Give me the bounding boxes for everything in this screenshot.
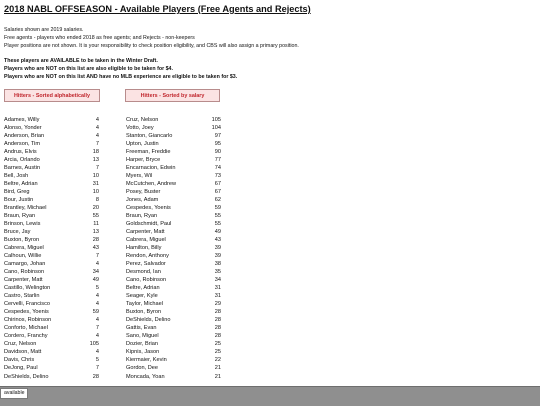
player-salary: 49	[214, 228, 221, 235]
player-name: Cano, Robinson	[126, 277, 167, 284]
player-name: Camargo, Johan	[4, 261, 46, 268]
player-salary: 5	[95, 285, 99, 292]
sheet-tab-available[interactable]: available	[0, 388, 28, 399]
player-name: Castro, Starlin	[4, 293, 40, 300]
page-title: 2018 NABL OFFSEASON - Available Players (Free Agents and Rejects)	[4, 4, 311, 14]
player-name: Calhoun, Willie	[4, 253, 42, 260]
player-name: Jones, Adam	[126, 196, 159, 203]
player-name: Cabrera, Miguel	[126, 236, 166, 243]
player-salary: 97	[214, 132, 221, 139]
player-salary: 77	[214, 156, 221, 163]
intro-free-agents-note: Free agents - players who ended 2018 as free agents; and Rejects - non-keepers	[4, 35, 195, 41]
player-salary: 4	[95, 317, 99, 324]
player-name: Andrus, Elvis	[4, 148, 37, 155]
player-salary: 4	[95, 349, 99, 356]
player-name: Hamilton, Billy	[126, 245, 162, 251]
player-row	[126, 180, 221, 188]
player-name: Carpenter, Matt	[4, 277, 43, 284]
player-row	[4, 252, 99, 260]
player-row	[4, 188, 99, 196]
player-name: Kipnis, Jason	[126, 349, 160, 356]
player-row	[4, 132, 99, 140]
player-name: Conforto, Michael	[4, 325, 48, 332]
player-name: Davis, Chris	[4, 357, 35, 364]
player-row	[4, 124, 99, 132]
player-row	[126, 260, 221, 268]
player-salary: 13	[92, 228, 99, 235]
player-salary: 7	[95, 140, 99, 147]
player-name: Braun, Ryan	[4, 212, 36, 219]
player-name: Stanton, Giancarlo	[126, 132, 173, 139]
player-salary: 4	[95, 132, 99, 139]
player-salary: 62	[214, 196, 221, 203]
player-name: DeShields, Delino	[126, 317, 171, 324]
player-salary: 73	[214, 172, 221, 179]
player-name: Taylor, Michael	[126, 301, 163, 308]
player-row	[126, 188, 221, 196]
player-name: Encarnacion, Edwin	[126, 164, 176, 171]
rule-four-dollars: Players who are NOT on this list are also eligible to be taken for $4.	[4, 66, 173, 72]
player-row	[126, 164, 221, 172]
player-row	[4, 284, 99, 292]
player-name: Seager, Kyle	[126, 293, 158, 300]
player-salary: 11	[93, 220, 99, 227]
player-name: Davidson, Matt	[4, 349, 42, 356]
player-salary: 7	[95, 164, 99, 171]
player-name: Myers, Wil	[126, 172, 153, 179]
player-row	[126, 356, 221, 364]
player-salary: 74	[214, 164, 221, 171]
player-row	[4, 348, 99, 356]
player-row	[126, 364, 221, 372]
player-name: Upton, Justin	[126, 140, 159, 147]
player-salary: 59	[214, 204, 221, 211]
player-row	[4, 172, 99, 180]
player-row	[4, 244, 99, 252]
player-salary: 29	[214, 301, 221, 308]
player-salary: 39	[214, 253, 221, 260]
player-salary: 7	[95, 325, 99, 332]
player-name: Gattis, Evan	[126, 325, 157, 332]
player-name: Cordero, Franchy	[4, 333, 48, 340]
player-name: Cruz, Nelson	[4, 341, 37, 348]
player-row	[126, 204, 221, 212]
player-row	[126, 148, 221, 156]
player-row	[4, 148, 99, 156]
player-name: Castillo, Welington	[4, 285, 51, 292]
player-salary: 55	[92, 212, 99, 219]
player-salary: 18	[92, 148, 99, 155]
player-name: Harper, Bryce	[126, 156, 161, 163]
player-salary: 31	[214, 293, 221, 300]
player-salary: 28	[214, 309, 221, 316]
player-row	[4, 316, 99, 324]
player-row	[126, 236, 221, 244]
player-name: Beltre, Adrian	[4, 180, 38, 187]
hitters-alphabetical-header: Hitters - Sorted alphabetically	[4, 89, 100, 102]
player-row	[4, 276, 99, 284]
player-salary: 43	[214, 236, 221, 243]
player-row	[126, 316, 221, 324]
player-row	[4, 268, 99, 276]
player-row	[4, 236, 99, 244]
player-name: McCutchen, Andrew	[126, 180, 177, 187]
player-salary: 67	[214, 180, 221, 187]
player-row	[126, 196, 221, 204]
rule-available: These players are AVAILABLE to be taken in the Winter Draft.	[4, 58, 158, 64]
player-name: Adames, Willy	[4, 116, 40, 123]
hitters-alphabetical-list	[4, 116, 99, 381]
player-row	[126, 172, 221, 180]
player-name: Buxton, Byron	[126, 309, 162, 316]
player-name: DeJong, Paul	[4, 365, 38, 372]
player-row	[126, 124, 221, 132]
player-salary: 95	[214, 140, 221, 147]
player-salary: 5	[95, 357, 99, 364]
sheet-tab-bar	[0, 386, 540, 406]
player-row	[4, 300, 99, 308]
player-name: Goldschmidt, Paul	[126, 220, 172, 227]
player-row	[4, 356, 99, 364]
player-row	[126, 252, 221, 260]
player-name: Gordon, Dee	[126, 365, 159, 372]
player-row	[4, 220, 99, 228]
player-name: Sano, Miguel	[126, 333, 159, 340]
player-row	[126, 228, 221, 236]
player-salary: 10	[92, 188, 99, 195]
player-row	[126, 300, 221, 308]
player-salary: 38	[214, 261, 221, 268]
player-salary: 21	[214, 365, 221, 372]
intro-salaries-note: Salaries shown are 2019 salaries.	[4, 27, 84, 33]
player-salary: 4	[95, 261, 99, 268]
player-row	[4, 212, 99, 220]
player-salary: 7	[95, 253, 99, 260]
player-row	[4, 228, 99, 236]
player-row	[126, 140, 221, 148]
player-salary: 25	[214, 349, 221, 356]
player-salary: 35	[214, 269, 221, 276]
player-salary: 7	[95, 365, 99, 372]
player-salary: 67	[214, 188, 221, 195]
player-name: Bird, Greg	[4, 188, 30, 195]
player-salary: 4	[95, 293, 99, 300]
player-salary: 28	[92, 373, 99, 380]
player-row	[126, 276, 221, 284]
player-row	[4, 180, 99, 188]
player-name: Brantley, Michael	[4, 204, 47, 211]
player-name: Rendon, Anthony	[126, 253, 169, 260]
player-name: Barnes, Austin	[4, 164, 41, 171]
player-row	[126, 292, 221, 300]
player-salary: 20	[92, 204, 99, 211]
player-salary: 4	[95, 301, 99, 308]
player-row	[126, 284, 221, 292]
player-salary: 105	[211, 116, 221, 123]
player-salary: 104	[211, 124, 221, 131]
player-salary: 25	[214, 341, 221, 348]
player-salary: 34	[214, 277, 221, 284]
player-row	[126, 132, 221, 140]
player-salary: 13	[92, 156, 99, 163]
player-name: Alonso, Yonder	[4, 124, 42, 131]
player-row	[4, 332, 99, 340]
player-row	[4, 260, 99, 268]
player-row	[4, 116, 99, 124]
player-row	[4, 156, 99, 164]
player-row	[126, 220, 221, 228]
player-row	[126, 268, 221, 276]
player-row	[126, 212, 221, 220]
player-row	[4, 373, 99, 381]
player-salary: 21	[214, 373, 221, 380]
player-name: Cespedes, Yoenis	[4, 309, 49, 316]
player-name: Bruce, Jay	[4, 228, 31, 235]
player-row	[4, 140, 99, 148]
player-row	[126, 308, 221, 316]
player-name: Bour, Justin	[4, 196, 34, 203]
player-salary: 28	[92, 236, 99, 243]
player-name: Posey, Buster	[126, 188, 161, 195]
player-row	[126, 340, 221, 348]
player-row	[126, 373, 221, 381]
player-salary: 4	[95, 124, 99, 131]
player-name: Freeman, Freddie	[126, 148, 171, 155]
player-row	[126, 332, 221, 340]
player-name: Carpenter, Matt	[126, 228, 165, 235]
player-row	[4, 324, 99, 332]
player-name: Cespedes, Yoenis	[126, 204, 171, 211]
player-salary: 105	[89, 341, 99, 348]
player-name: Buxton, Byron	[4, 236, 40, 243]
player-name: Kiermaier, Kevin	[126, 357, 167, 364]
hitters-salary-header: Hitters - Sorted by salary	[125, 89, 220, 102]
player-row	[4, 292, 99, 300]
hitters-salary-list	[126, 116, 221, 381]
player-name: Cabrera, Miguel	[4, 245, 44, 251]
player-salary: 28	[214, 333, 221, 340]
player-name: Anderson, Brian	[4, 132, 45, 139]
player-name: Bell, Josh	[4, 172, 29, 179]
player-row	[126, 244, 221, 252]
player-name: Anderson, Tim	[4, 140, 41, 147]
player-name: Moncada, Yoan	[126, 373, 165, 380]
player-row	[4, 340, 99, 348]
player-name: Braun, Ryan	[126, 212, 158, 219]
player-name: Beltre, Adrian	[126, 285, 160, 292]
player-salary: 31	[214, 285, 221, 292]
player-row	[4, 164, 99, 172]
player-salary: 10	[92, 172, 99, 179]
player-salary: 90	[214, 148, 221, 155]
player-name: DeShields, Delino	[4, 373, 49, 380]
player-name: Arcia, Orlando	[4, 156, 40, 163]
player-salary: 22	[214, 357, 221, 364]
player-salary: 28	[214, 317, 221, 324]
player-row	[126, 348, 221, 356]
intro-positions-note: Player positions are not shown. It is your responsibility to check position eligibility, and CBS will also assign a primary position.	[4, 43, 299, 49]
player-name: Desmond, Ian	[126, 269, 161, 276]
player-salary: 59	[92, 309, 99, 316]
player-salary: 8	[95, 196, 99, 203]
player-salary: 28	[214, 325, 221, 332]
player-salary: 55	[214, 212, 221, 219]
player-row	[126, 156, 221, 164]
player-name: Chirinos, Robinson	[4, 317, 52, 324]
player-row	[4, 196, 99, 204]
player-name: Cervelli, Francisco	[4, 301, 51, 308]
player-row	[126, 116, 221, 124]
player-salary: 4	[95, 116, 99, 123]
player-salary: 55	[214, 220, 221, 227]
player-row	[4, 364, 99, 372]
player-salary: 31	[92, 180, 99, 187]
player-name: Dozier, Brian	[126, 341, 159, 348]
player-salary: 4	[95, 333, 99, 340]
player-name: Brinson, Lewis	[4, 220, 41, 227]
player-name: Perez, Salvador	[126, 261, 166, 268]
player-name: Cano, Robinson	[4, 269, 45, 276]
player-name: Cruz, Nelson	[126, 116, 159, 123]
player-salary: 43	[92, 245, 99, 251]
player-salary: 39	[214, 245, 221, 251]
player-row	[4, 308, 99, 316]
player-salary: 49	[92, 277, 99, 284]
player-name: Votto, Joey	[126, 124, 154, 131]
rule-three-dollars: Players who are NOT on this list AND have no MLB experience are eligible to be taken for $3.	[4, 74, 238, 80]
player-row	[126, 324, 221, 332]
player-salary: 34	[92, 269, 99, 276]
player-row	[4, 204, 99, 212]
